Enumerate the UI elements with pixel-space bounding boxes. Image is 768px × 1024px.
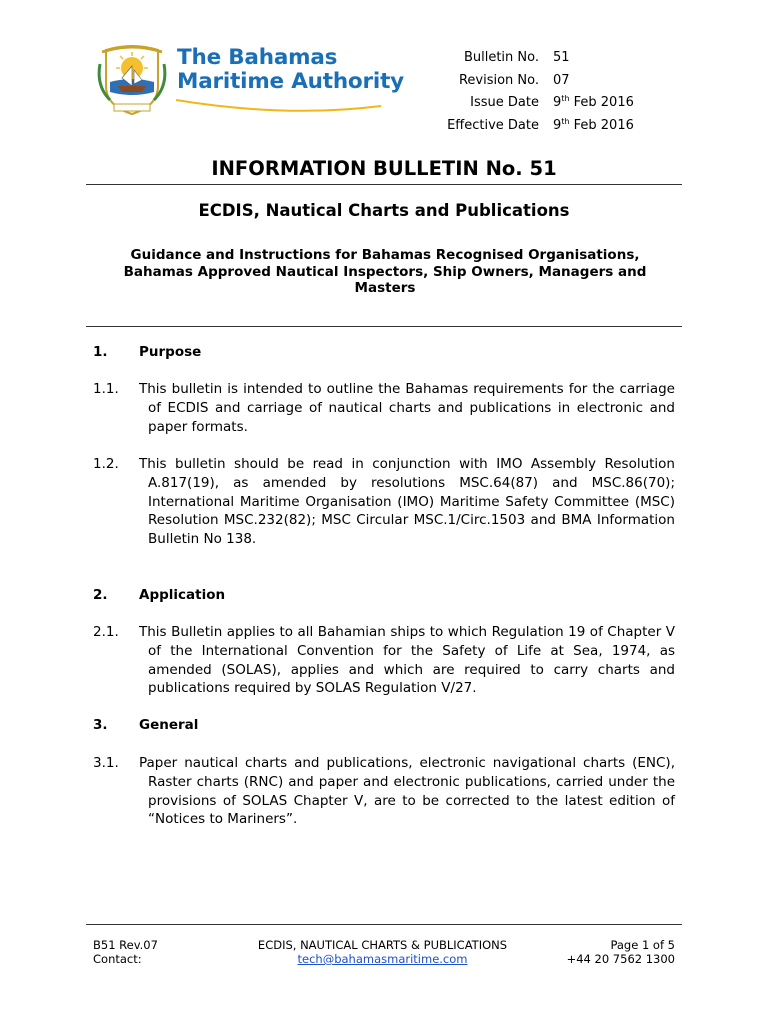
section-number: 3. [93, 717, 108, 733]
section-title: Purpose [139, 344, 202, 360]
paragraph-number: 2.1. [93, 624, 119, 640]
bulletin-title: INFORMATION BULLETIN No. 51 [211, 157, 557, 180]
meta-label: Issue Date [470, 95, 539, 110]
paragraph-text: This bulletin should be read in conjunction with IMO Assembly Resolution A.817(19), as amended by resolutions MSC.64(87) and MSC.86(70); International Maritime Organisation (IMO) Maritime Safety Committee (MSC) Resolution MSC.232(82); MSC Circular MSC.1/Circ.1503 and BMA Information Bulletin No 138. [139, 456, 675, 548]
date-rest: Feb 2016 [569, 117, 634, 133]
meta-row-effective-date [0, 115, 768, 137]
footer-contact-label: Contact: [93, 952, 142, 966]
paragraph-number: 3.1. [93, 755, 119, 771]
meta-value [553, 115, 634, 137]
footer-right [567, 938, 675, 966]
meta-row-bulletin [0, 47, 768, 69]
date-rest: Feb 2016 [569, 95, 634, 110]
meta-value [553, 92, 634, 114]
guidance-heading: Guidance and Instructions for Bahamas Recognised Organisations, Bahamas Approved Nautical Inspectors, Ship Owners, Managers and Masters [123, 247, 647, 296]
meta-label: Effective Date [447, 117, 539, 133]
paragraph-text: Paper nautical charts and publications, electronic navigational charts (ENC), Raster charts (RNC) and paper and electronic publications, carried under the provisions of SOLAS Chapter V, are to be corrected to the latest edition of “Notices to Mariners”. [139, 755, 675, 828]
meta-row-issue-date [0, 92, 768, 114]
footer-center [190, 938, 575, 966]
paragraph-1-1 [93, 380, 675, 436]
title-divider [86, 184, 682, 185]
paragraph-3-1 [93, 754, 675, 829]
footer-left [93, 938, 158, 966]
meta-label: Revision No. [458, 72, 539, 88]
meta-row-revision [0, 70, 768, 92]
meta-value: 07 [553, 72, 570, 88]
org-name-line2: Maritime Authority [177, 69, 404, 94]
header-divider [86, 326, 682, 327]
bulletin-subtitle: ECDIS, Nautical Charts and Publications [198, 201, 570, 220]
section-number: 2. [93, 587, 108, 603]
section-title: General [139, 717, 199, 733]
contact-email-link[interactable]: tech@bahamasmaritime.com [297, 952, 468, 966]
section-number: 1. [93, 344, 108, 360]
footer-phone: +44 20 7562 1300 [566, 952, 675, 966]
date-day: 9 [553, 95, 562, 110]
paragraph-number: 1.1. [93, 381, 119, 397]
footer-divider [86, 924, 682, 925]
footer-doc-title: ECDIS, NAUTICAL CHARTS & PUBLICATIONS [257, 938, 508, 952]
paragraph-number: 1.2. [93, 456, 119, 472]
footer-page-number: Page 1 of 5 [610, 938, 675, 952]
paragraph-1-2 [93, 455, 675, 549]
meta-value: 51 [553, 50, 570, 65]
org-name-line1: The Bahamas [177, 45, 338, 70]
paragraph-text: This bulletin is intended to outline the Bahamas requirements for the carriage of ECDIS and carriage of nautical charts and publications in electronic and paper formats. [139, 381, 675, 435]
footer-revision: B51 Rev.07 [93, 938, 158, 952]
date-suffix: th [561, 94, 570, 103]
paragraph-text: This Bulletin applies to all Bahamian ships to which Regulation 19 of Chapter V of the International Convention for the Safety of Life at Sea, 1974, as amended (SOLAS), applies and which are required to carry charts and publications required by SOLAS Regulation V/27. [139, 624, 675, 697]
section-title: Application [139, 587, 226, 603]
meta-label: Bulletin No. [463, 50, 539, 65]
paragraph-2-1 [93, 623, 675, 698]
date-suffix: th [561, 116, 570, 126]
date-day: 9 [553, 117, 562, 133]
